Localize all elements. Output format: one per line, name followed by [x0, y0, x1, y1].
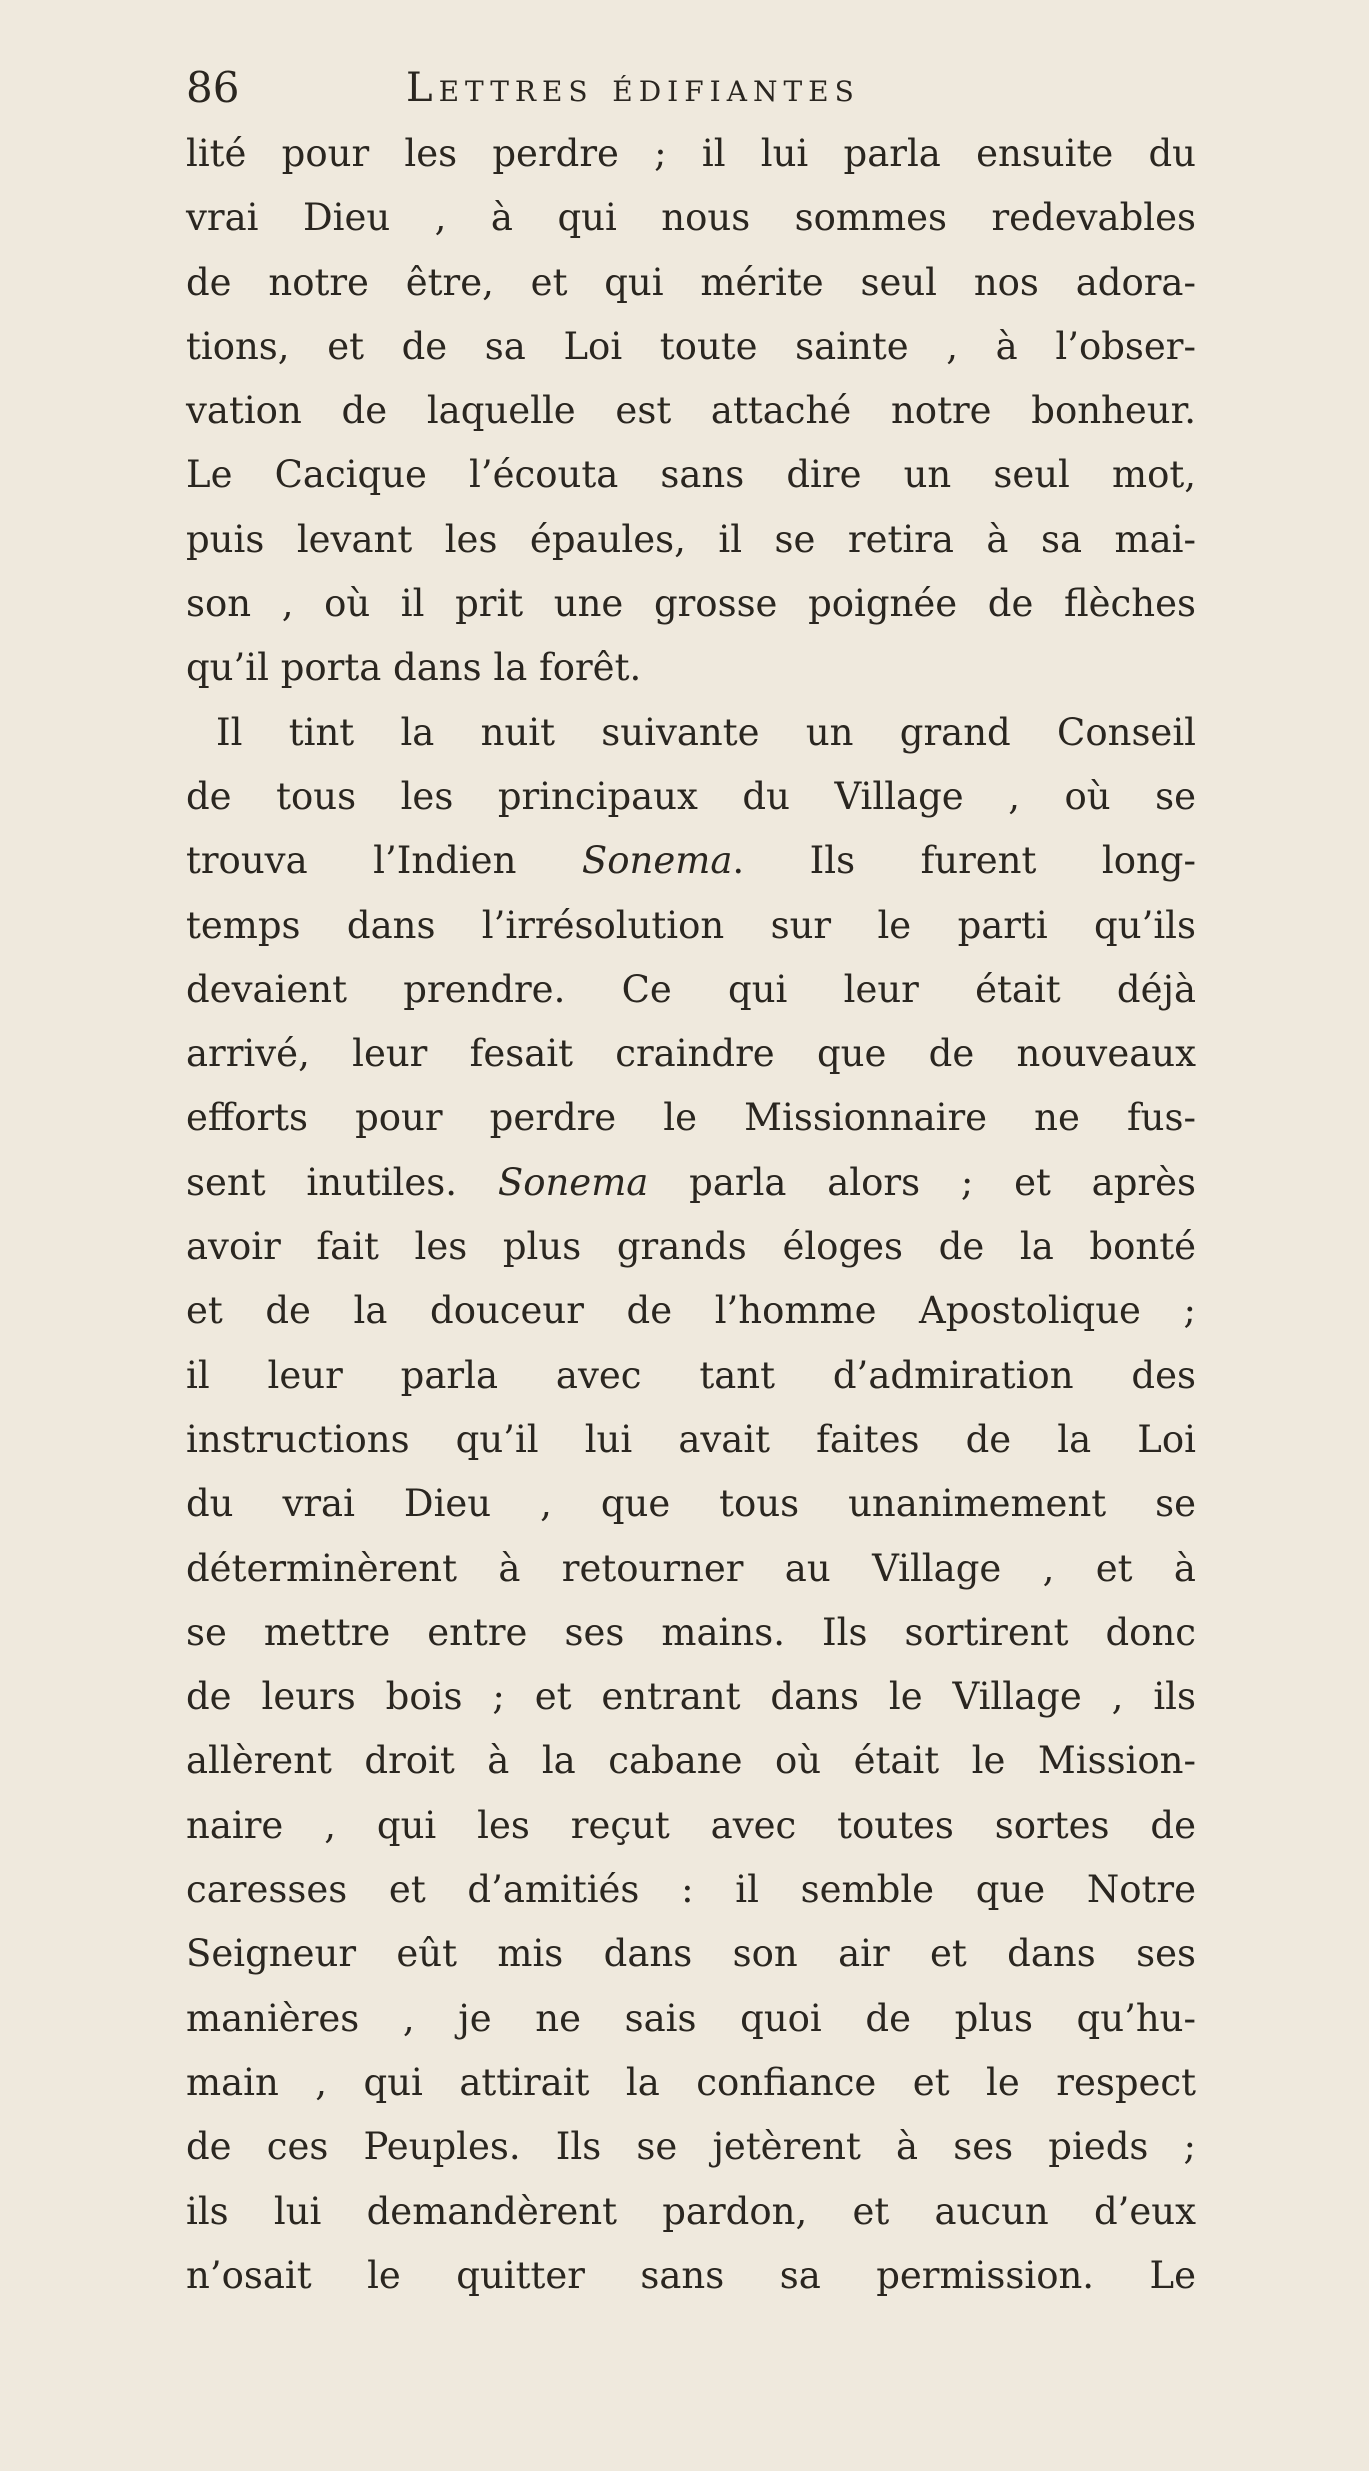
text-segment: et de la douceur de l’homme Apostolique ;: [186, 1289, 1196, 1333]
text-line: [186, 829, 1196, 893]
page-header: [186, 58, 1196, 118]
text-line: [186, 1537, 1196, 1601]
text-segment: avoir fait les plus grands éloges de la bonté: [186, 1225, 1196, 1269]
text-line: [186, 2051, 1196, 2115]
text-segment: puis levant les épaules, il se retira à sa mai-: [186, 517, 1196, 561]
text-line: [186, 1794, 1196, 1858]
text-segment: naire , qui les reçut avec toutes sortes de: [186, 1803, 1196, 1847]
running-title: Lettres édifiantes: [406, 65, 860, 111]
text-segment: de notre être, et qui mérite seul nos adora-: [186, 260, 1196, 304]
text-line: [186, 315, 1196, 379]
italic-name: Sonema: [581, 839, 733, 883]
text-segment: sent inutiles.: [186, 1160, 498, 1204]
text-line: [186, 443, 1196, 507]
italic-name: Sonema: [497, 1160, 649, 1204]
text-segment: parla alors ; et après: [648, 1160, 1196, 1204]
text-line: [186, 1344, 1196, 1408]
text-line: [186, 1472, 1196, 1536]
text-segment: devaient prendre. Ce qui leur était déjà: [186, 967, 1196, 1011]
text-line: [186, 1086, 1196, 1150]
text-segment: lité pour les perdre ; il lui parla ensuite du: [186, 132, 1196, 175]
text-segment: temps dans l’irrésolution sur le parti qu’ils: [186, 903, 1196, 947]
text-segment: . Ils furent long-: [732, 839, 1196, 883]
text-segment: allèrent droit à la cabane où était le Mission-: [186, 1739, 1196, 1783]
text-segment: n’osait le quitter sans sa permission. Le: [186, 2253, 1196, 2297]
text-line: [186, 572, 1196, 636]
text-line: [186, 894, 1196, 958]
text-line: [186, 1987, 1196, 2051]
text-line: [186, 122, 1196, 186]
text-line: [186, 186, 1196, 250]
text-segment: du vrai Dieu , que tous unanimement se: [186, 1482, 1196, 1526]
text-segment: déterminèrent à retourner au Village , et à: [186, 1546, 1196, 1590]
text-line: [186, 1408, 1196, 1472]
text-segment: se mettre entre ses mains. Ils sortirent donc: [186, 1610, 1196, 1654]
text-segment: Le Cacique l’écouta sans dire un seul mot,: [186, 453, 1196, 497]
text-line: [186, 1858, 1196, 1922]
text-line: [186, 1279, 1196, 1343]
text-line: [186, 1729, 1196, 1793]
text-segment: vrai Dieu , à qui nous sommes redevables: [186, 196, 1196, 240]
text-segment: son , où il prit une grosse poignée de flèches: [186, 582, 1196, 626]
text-segment: de tous les principaux du Village , où se: [186, 774, 1196, 818]
text-line: [186, 508, 1196, 572]
text-line: [186, 2180, 1196, 2244]
text-segment: manières , je ne sais quoi de plus qu’hu-: [186, 1996, 1196, 2040]
page-number: 86: [186, 63, 240, 112]
text-line: [186, 636, 1196, 700]
text-segment: efforts pour perdre le Missionnaire ne fus-: [186, 1096, 1196, 1140]
text-line: [186, 765, 1196, 829]
text-line: [186, 2115, 1196, 2179]
text-segment: caresses et d’amitiés : il semble que Notre: [186, 1868, 1196, 1912]
text-line: [186, 1601, 1196, 1665]
text-line: [186, 1665, 1196, 1729]
text-segment: tions, et de sa Loi toute sainte , à l’obser-: [186, 324, 1196, 368]
text-segment: Il tint la nuit suivante un grand Conseil: [216, 710, 1196, 754]
text-segment: qu’il porta dans la forêt.: [186, 646, 642, 690]
text-line: [186, 251, 1196, 315]
text-segment: arrivé, leur fesait craindre que de nouveaux: [186, 1032, 1196, 1076]
text-segment: instructions qu’il lui avait faites de la Loi: [186, 1417, 1196, 1461]
text-segment: de leurs bois ; et entrant dans le Village , ils: [186, 1675, 1196, 1719]
text-segment: trouva l’Indien: [186, 839, 582, 883]
text-segment: main , qui attirait la confiance et le respect: [186, 2060, 1196, 2104]
text-line: [186, 2244, 1196, 2308]
text-segment: Seigneur eût mis dans son air et dans ses: [186, 1932, 1196, 1976]
text-segment: il leur parla avec tant d’admiration des: [186, 1353, 1196, 1397]
text-segment: ils lui demandèrent pardon, et aucun d’eux: [186, 2189, 1196, 2233]
text-segment: de ces Peuples. Ils se jetèrent à ses pieds ;: [186, 2125, 1196, 2169]
text-line: [186, 1922, 1196, 1986]
text-line: [186, 379, 1196, 443]
text-line: [186, 1151, 1196, 1215]
body-text: [186, 122, 1196, 2308]
text-line: [186, 1215, 1196, 1279]
text-segment: vation de laquelle est attaché notre bonheur.: [186, 389, 1196, 433]
text-line: [186, 1022, 1196, 1086]
text-line: [186, 958, 1196, 1022]
text-line: [186, 701, 1196, 765]
